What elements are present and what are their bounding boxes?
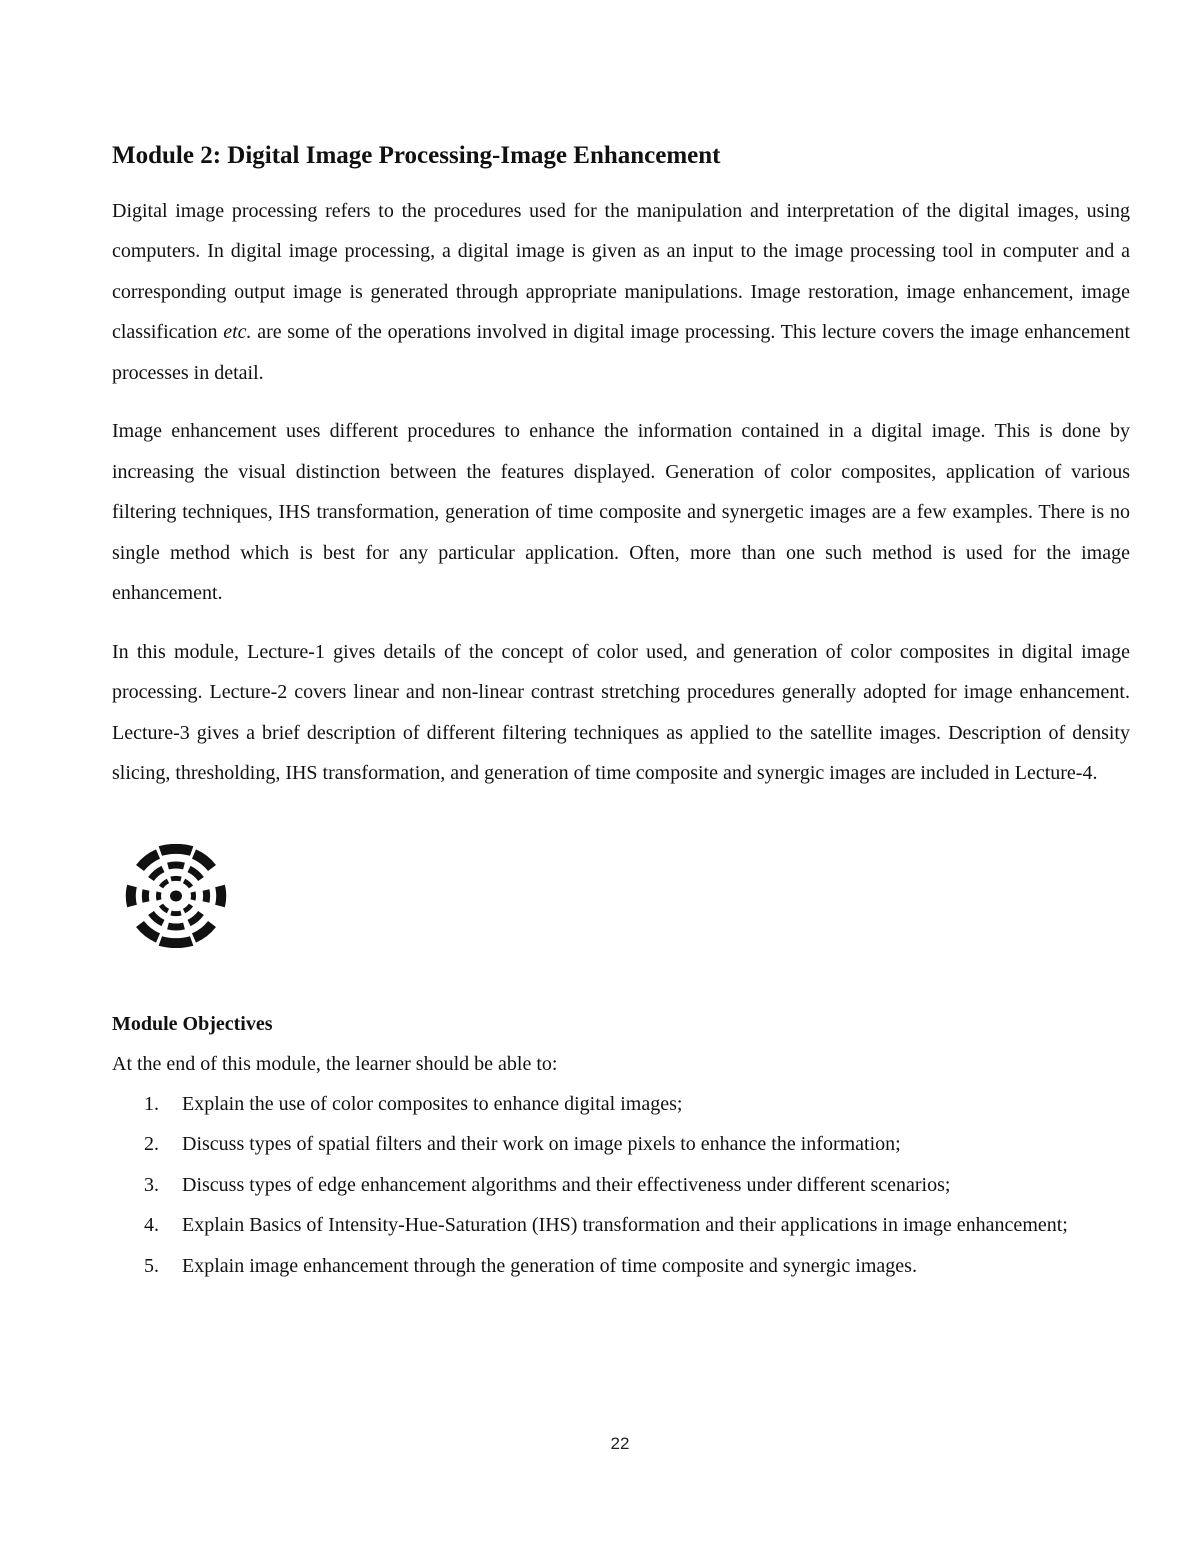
etc-italic: etc. <box>223 321 252 343</box>
paragraph-intro <box>112 191 1130 394</box>
document-page <box>112 140 1130 1286</box>
objective-item <box>112 1165 1130 1206</box>
paragraph-intro-part-a: Digital image processing refers to the procedures used for the manipulation and interpretation of the digital images, using computers. In digital image processing, a digital image is given as an input to the image processing tool in computer and a corresponding output image is generated through appropriate manipulations. Image restoration, image enhancement, image classification <box>112 199 1130 343</box>
objective-number: 5. <box>144 1254 159 1277</box>
objective-number: 2. <box>144 1133 159 1155</box>
module-logo <box>120 844 232 948</box>
objective-number: 3. <box>144 1173 159 1196</box>
objective-text: Discuss types of edge enhancement algorithms and their effectiveness under different scenarios; <box>182 1173 951 1196</box>
objective-text: Explain the use of color composites to enhance digital images; <box>182 1092 683 1115</box>
objective-number: 4. <box>144 1214 159 1236</box>
objectives-list <box>112 1084 1130 1287</box>
page-number: 22 <box>610 1434 630 1453</box>
concentric-segmented-target-icon <box>120 844 232 948</box>
objective-number: 1. <box>144 1092 159 1115</box>
objective-text: Discuss types of spatial filters and their work on image pixels to enhance the information; <box>182 1133 901 1155</box>
objective-item <box>112 1246 1130 1287</box>
paragraph-module-overview: In this module, Lecture-1 gives details of the concept of color used, and generation of color composites in digital image processing. Lecture-2 covers linear and non-linear contrast stretching procedures generally adopted for image enhancement. Lecture-3 gives a brief description of different filtering techniques as applied to the satellite images. Description of density slicing, thresholding, IHS transformation, and generation of time composite and synergic images are included in Lecture-4. <box>112 640 1130 784</box>
objective-text: Explain Basics of Intensity-Hue-Saturation (IHS) transformation and their applications in image enhancement; <box>182 1214 1068 1236</box>
module-title: Module 2: Digital Image Processing-Image Enhancement <box>112 142 721 169</box>
objective-text: Explain image enhancement through the generation of time composite and synergic images. <box>182 1254 917 1277</box>
objective-item <box>112 1124 1130 1165</box>
paragraph-intro-part-b: are some of the operations involved in digital image processing. This lecture covers the image enhancement processes in detail. <box>112 321 1130 384</box>
objective-item <box>112 1084 1130 1125</box>
objective-item <box>112 1205 1130 1246</box>
objectives-intro: At the end of this module, the learner should be able to: <box>112 1052 558 1075</box>
objectives-heading: Module Objectives <box>112 1012 273 1035</box>
paragraph-enhancement: Image enhancement uses different procedures to enhance the information contained in a digital image. This is done by increasing the visual distinction between the features displayed. Generation of color composites, application of various filtering techniques, IHS transformation, generation of time composite and synergetic images are a few examples. There is no single method which is best for any particular application. Often, more than one such method is used for the image enhancement. <box>112 420 1130 604</box>
